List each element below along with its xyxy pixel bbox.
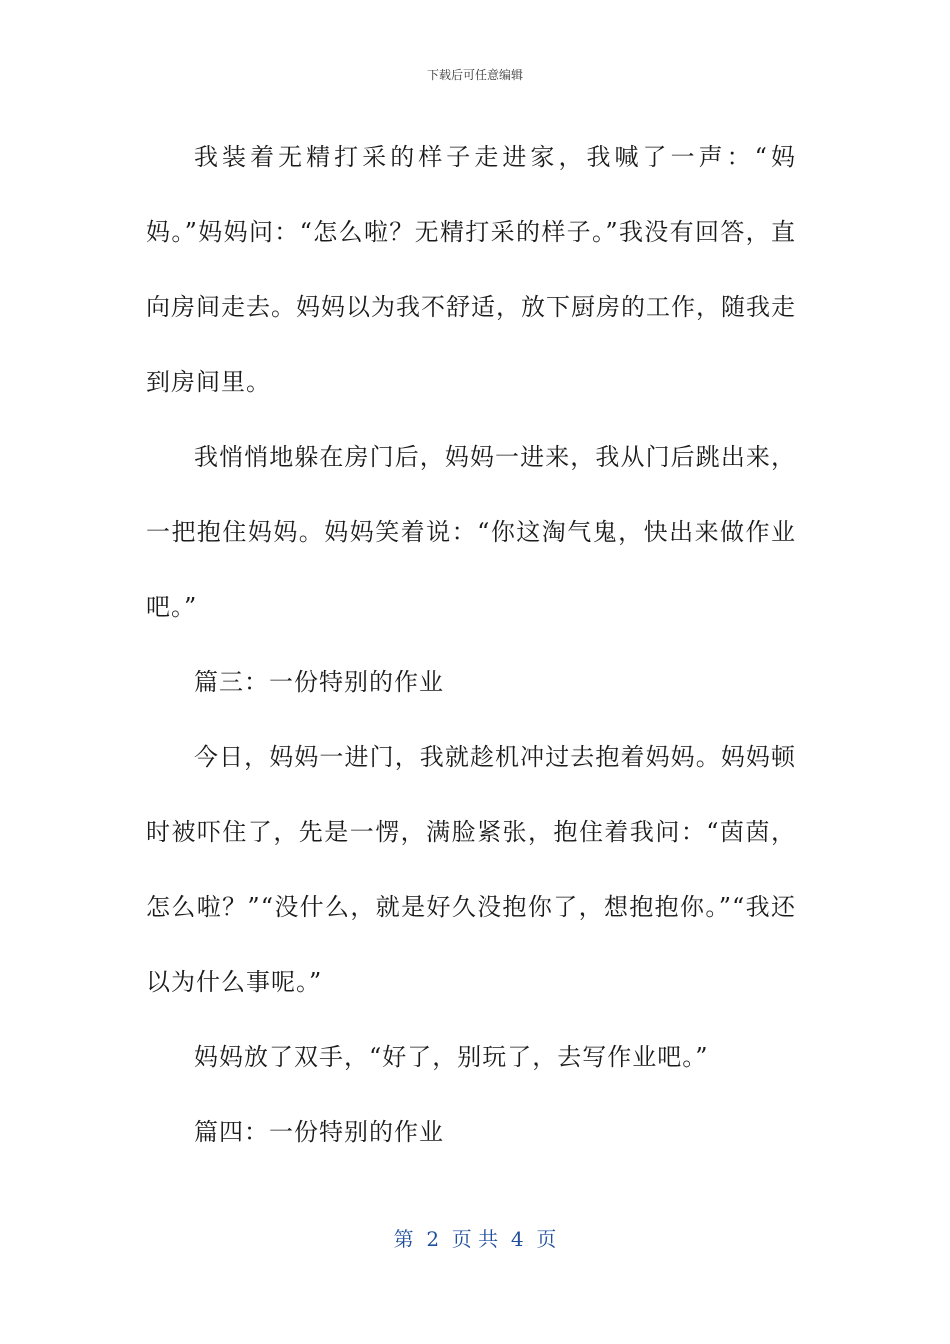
paragraph: 我悄悄地躲在房门后，妈妈一进来，我从门后跳出来，一把抱住妈妈。妈妈笑着说：“你这淘气鬼，快出来做作业吧。” — [146, 443, 796, 621]
paragraph: 妈妈放了双手，“好了，别玩了，去写作业吧。” — [194, 1043, 709, 1071]
paragraph: 今日，妈妈一进门，我就趁机冲过去抱着妈妈。妈妈顿时被吓住了，先是一愣，满脸紧张，抱住着我问：“茵茵，怎么啦？”“没什么，就是好久没抱你了，想抱抱你。”“我还以为什么事呢。” — [146, 743, 796, 996]
section-heading: 篇四：一份特别的作业 — [194, 1118, 444, 1146]
section-heading: 篇三：一份特别的作业 — [194, 668, 444, 696]
page-header-note: 下载后可任意编辑 — [426, 68, 523, 82]
document-body — [146, 120, 796, 1170]
paragraph: 我装着无精打采的样子走进家，我喊了一声：“妈妈。”妈妈问：“怎么啦？无精打采的样子。”我没有回答，直向房间走去。妈妈以为我不舒适，放下厨房的工作，随我走到房间里。 — [146, 143, 796, 396]
page-number: 第 2 页 共 4 页 — [393, 1227, 557, 1251]
